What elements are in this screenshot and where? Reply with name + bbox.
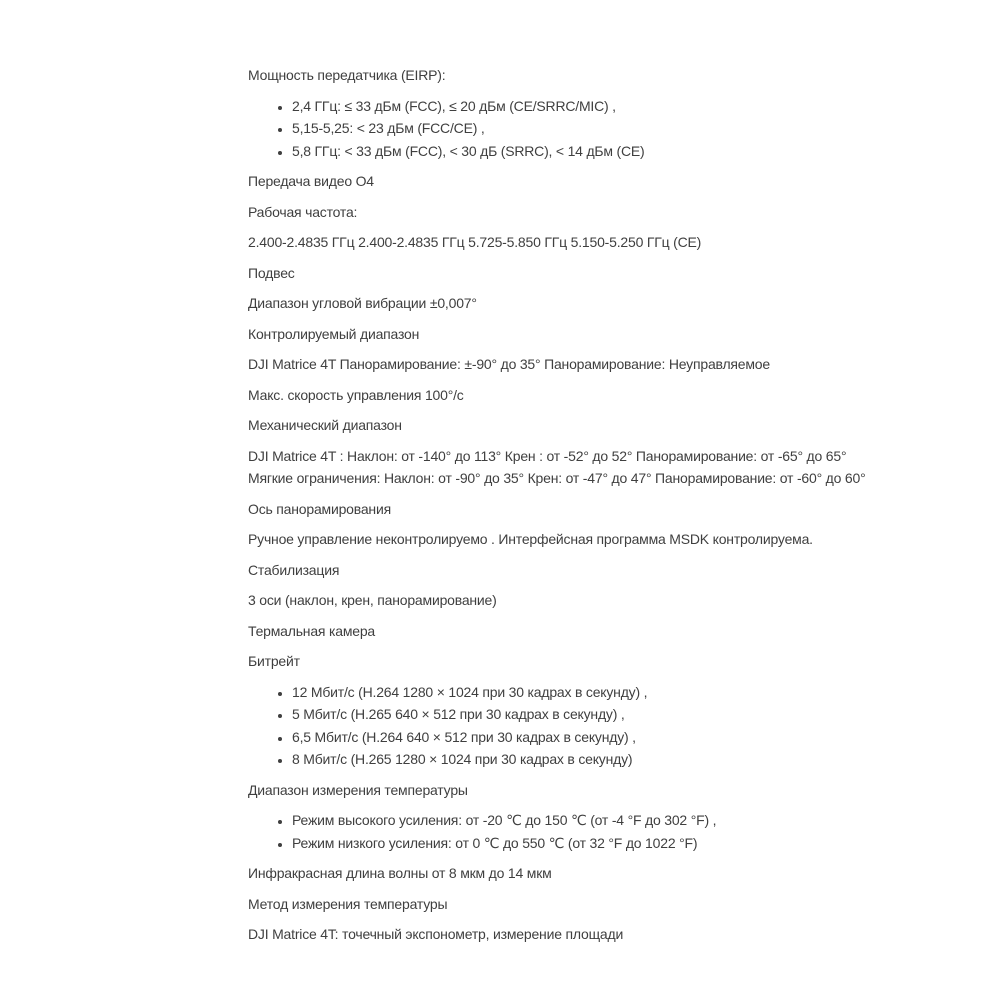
paragraph-operating-frequency-value: 2.400-2.4835 ГГц 2.400-2.4835 ГГц 5.725-5.850 ГГц 5.150-5.250 ГГц (CE): [248, 234, 702, 250]
paragraph-temperature-method-label: Метод измерения температуры: [248, 895, 448, 912]
paragraph-video-transmission: Передача видео O4: [248, 173, 374, 189]
mechanical-range-line-1: DJI Matrice 4T : Наклон: от -140° до 113° Крен : от -52° до 52° Панорамирование: от -65° до 65°: [248, 447, 847, 464]
document-page: [248, 64, 948, 954]
bullet-item: • Режим низкого усиления: от 0 ℃ до 550 ℃ (от 32 °F до 1022 °F): [292, 832, 948, 855]
paragraph-stabilization-value: 3 оси (наклон, крен, панорамирование): [248, 592, 497, 608]
paragraph-mechanical-range-label: Механический диапазон: [248, 417, 402, 433]
paragraph-temperature-method-value: DJI Matrice 4T: точечный экспонометр, измерение площади: [248, 926, 624, 942]
paragraph-infrared-wavelength: Инфракрасная длина волны от 8 мкм до 14 мкм: [248, 865, 552, 881]
paragraph-stabilization-label: Стабилизация: [248, 561, 340, 578]
paragraph-pan-axis-value: Ручное управление неконтролируемо . Интерфейсная программа MSDK контролируема.: [248, 531, 813, 547]
bullet-item: • 5,8 ГГц: < 33 дБм (FCC), < 30 дБ (SRRC), < 14 дБм (CE): [292, 140, 948, 163]
paragraph-controllable-range-label: Контролируемый диапазон: [248, 325, 420, 342]
bullet-item: • 8 Мбит/с (H.265 1280 × 1024 при 30 кадрах в секунду): [292, 748, 948, 771]
bullet-list-bitrate: [248, 681, 948, 771]
paragraph-operating-frequency-label: Рабочая частота:: [248, 203, 358, 220]
bullet-item: • 5 Мбит/с (H.265 640 × 512 при 30 кадрах в секунду) ,: [292, 703, 948, 726]
paragraph-pan-axis-label: Ось панорамирования: [248, 500, 391, 517]
bullet-item: • 2,4 ГГц: ≤ 33 дБм (FCC), ≤ 20 дБм (CE/SRRC/MIC) ,: [292, 95, 948, 118]
paragraph-max-control-speed: Макс. скорость управления 100°/с: [248, 386, 464, 403]
paragraph-controllable-range-value: DJI Matrice 4T Панорамирование: ±-90° до 35° Панорамирование: Неуправляемое: [248, 356, 770, 372]
paragraph-thermal-camera-heading: Термальная камера: [248, 622, 376, 639]
paragraph-mechanical-range-value: [248, 445, 948, 490]
mechanical-range-line-2: Мягкие ограничения: Наклон: от -90° до 35° Крен: от -47° до 47° Панорамирование: от -60° до 60°: [248, 470, 866, 486]
paragraph-vibration-range: Диапазон угловой вибрации ±0,007°: [248, 295, 477, 311]
bullet-item: • 12 Мбит/с (H.264 1280 × 1024 при 30 кадрах в секунду) ,: [292, 681, 948, 704]
paragraph-transmitter-power: Мощность передатчика (EIRP):: [248, 67, 446, 83]
bullet-list-temperature-range: [248, 809, 948, 854]
bullet-item: • 5,15-5,25: < 23 дБм (FCC/CE) ,: [292, 117, 948, 140]
bullet-list-transmitter-power: [248, 95, 948, 163]
paragraph-bitrate-label: Битрейт: [248, 653, 300, 669]
bullet-item: • Режим высокого усиления: от -20 ℃ до 150 ℃ (от -4 °F до 302 °F) ,: [292, 809, 948, 832]
bullet-item: • 6,5 Мбит/с (H.264 640 × 512 при 30 кадрах в секунду) ,: [292, 726, 948, 749]
paragraph-gimbal-label: Подвес: [248, 264, 295, 281]
paragraph-temperature-range-label: Диапазон измерения температуры: [248, 781, 468, 798]
